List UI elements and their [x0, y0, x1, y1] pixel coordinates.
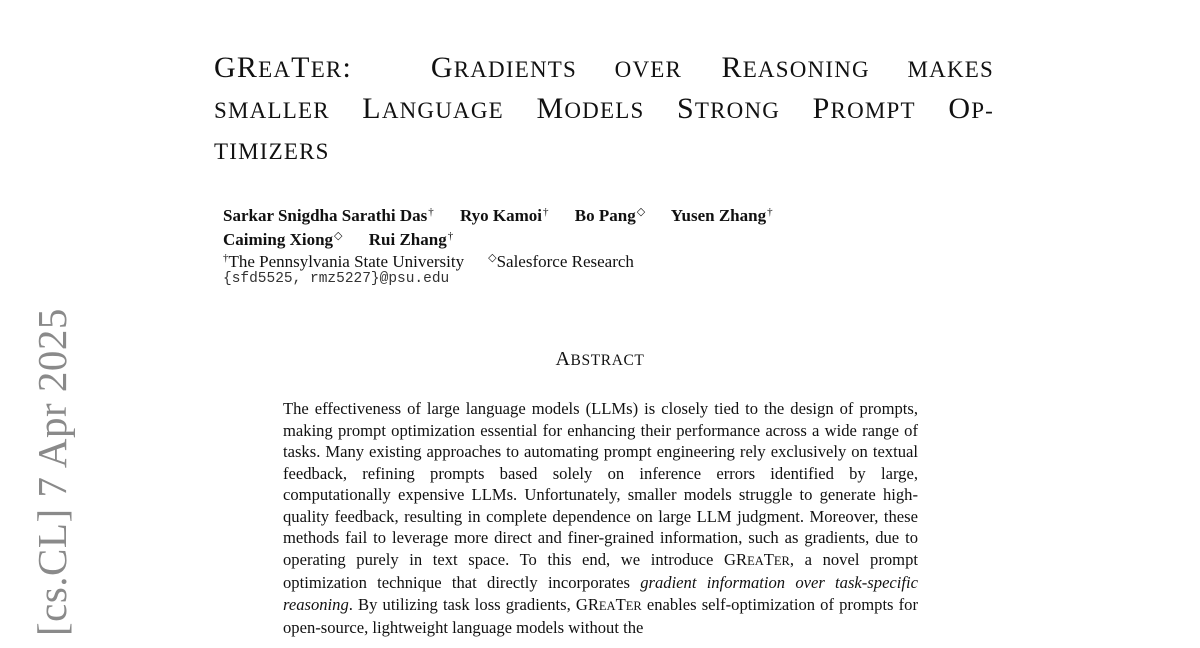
- author: Yusen Zhang†: [670, 206, 773, 225]
- arxiv-stamp: [cs.CL] 7 Apr 2025: [29, 308, 75, 636]
- paper-title: [214, 48, 994, 171]
- abstract-heading: ABSTRACT: [555, 348, 645, 370]
- author: Rui Zhang†: [368, 230, 454, 249]
- affiliation-mark: †: [223, 252, 229, 264]
- title-line-1: GREATER: GRADIENTS OVER REASONING MAKES: [214, 51, 994, 84]
- author: Sarkar Snigdha Sarathi Das†: [223, 206, 434, 225]
- affiliation-mark: ◇: [488, 252, 497, 264]
- abstract-emphasis: gradient information over task-specific reasoning: [283, 573, 918, 614]
- author: Ryo Kamoi†: [459, 206, 549, 225]
- method-name: GREATER: [575, 594, 642, 614]
- affiliation-psu: The Pennsylvania State University: [228, 252, 465, 271]
- author: Bo Pang◇: [574, 206, 646, 225]
- title-line-3: TIMIZERS: [214, 139, 330, 164]
- author-email[interactable]: {sfd5525, rmz5227}@psu.edu: [223, 271, 450, 287]
- title-line-2: SMALLER LANGUAGE MODELS STRONG PROMPT OP-: [214, 92, 995, 125]
- method-name: GREATER: [724, 549, 790, 569]
- author-row-1: [223, 202, 795, 226]
- author: Caiming Xiong◇: [223, 230, 343, 249]
- author-row-2: [223, 226, 795, 250]
- abstract-text: The effectiveness of large language models (LLMs) is closely tied to the design of prompts, making prompt optimization essential for enhancing their performance across a wide range of tasks. Many existing approaches to automating prompt engineering rely exclusively on textual feedback, refining prompts based solely on inference errors identified by large, computationally expensive LLMs. Unfortunately, smaller models struggle to generate high-quality feedback, resulting in complete dependence on large LLM judgment. Moreover, these methods fail to leverage more direct and finer-grained information, such as gradients, due to operating purely in text space. To this end, we introduce GREATER, a novel prompt optimization technique that directly incorporates gradient information over task-specific reasoning. By utilizing task loss gradients, GREATER enables self-optimization of prompts for open-source, lightweight language models without the: [283, 399, 918, 637]
- affiliation-salesforce: Salesforce Research: [496, 252, 634, 271]
- affiliations: [223, 248, 634, 272]
- author-list: [223, 202, 795, 250]
